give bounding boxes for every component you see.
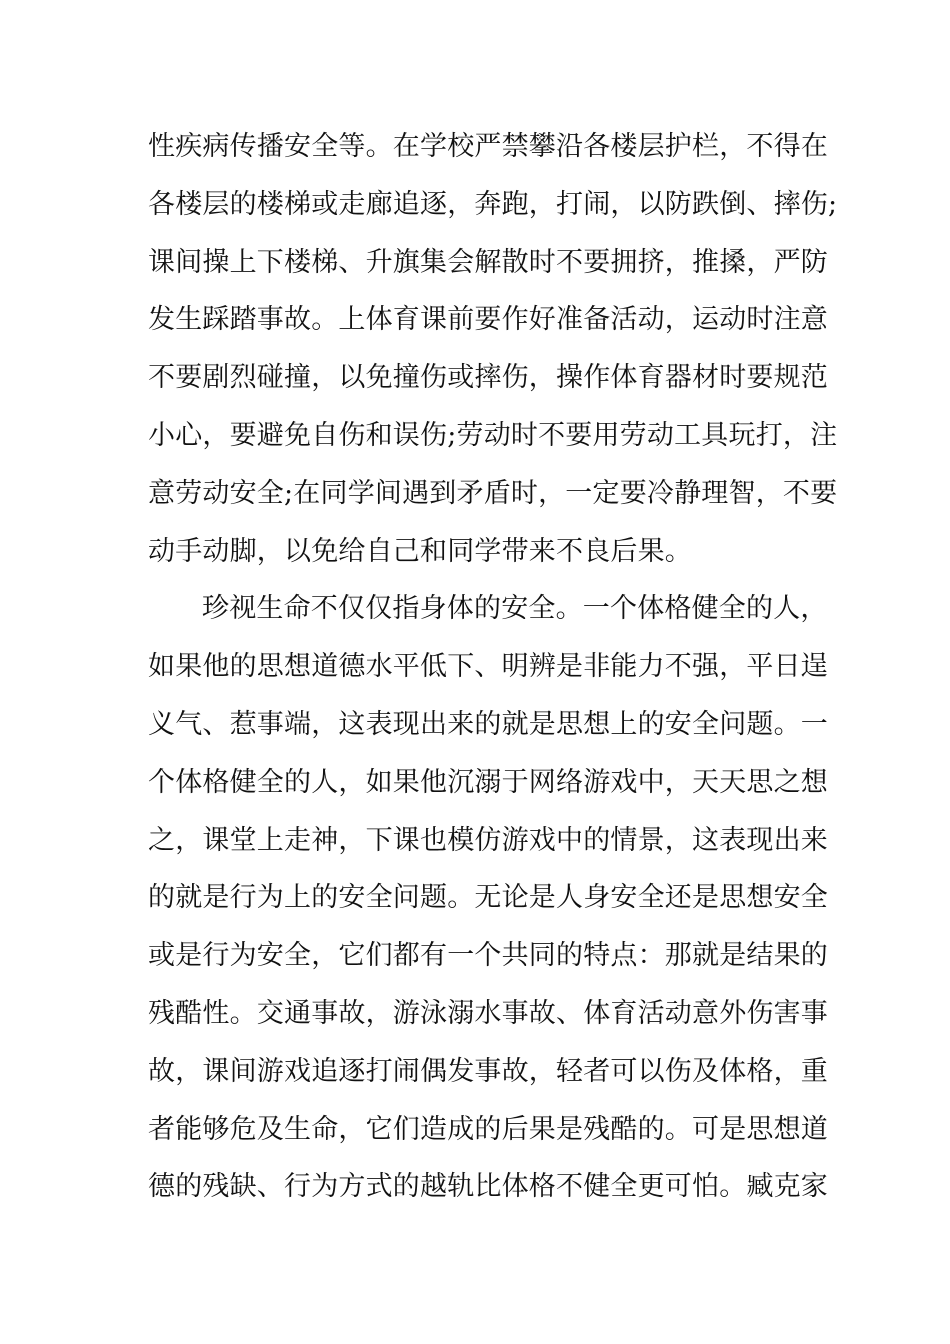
paragraph-line: 者能够危及生命，它们造成的后果是残酷的。可是思想道 [148, 1113, 828, 1145]
paragraph-line: 德的残缺、行为方式的越轨比体格不健全更可怕。臧克家 [148, 1171, 828, 1203]
paragraph-line: 或是行为安全，它们都有一个共同的特点：那就是结果的 [148, 940, 828, 972]
paragraph-line: 各楼层的楼梯或走廊追逐，奔跑，打闹，以防跌倒、摔伤; [148, 188, 838, 220]
paragraph-line: 性疾病传播安全等。在学校严禁攀沿各楼层护栏，不得在 [148, 131, 828, 162]
paragraph-line: 之，课堂上走神，下课也模仿游戏中的情景，这表现出来 [148, 824, 828, 856]
paragraph-1 [148, 118, 838, 580]
paragraph-line: 如果他的思想道德水平低下、明辨是非能力不强，平日逞 [148, 651, 828, 683]
paragraph-line: 个体格健全的人，如果他沉溺于网络游戏中，天天思之想 [148, 766, 828, 798]
paragraph-line: 动手动脚，以免给自己和同学带来不良后果。 [148, 535, 692, 567]
paragraph-line: 义气、惹事端，这表现出来的就是思想上的安全问题。一 [148, 708, 828, 740]
paragraph-line: 珍视生命不仅仅指身体的安全。一个体格健全的人， [202, 593, 828, 625]
body-text [148, 118, 838, 1216]
paragraph-line: 残酷性。交通事故，游泳溺水事故、体育活动意外伤害事 [148, 997, 828, 1029]
paragraph-line: 小心，要避免自伤和误伤;劳动时不要用劳动工具玩打，注 [148, 419, 838, 451]
paragraph-line: 的就是行为上的安全问题。无论是人身安全还是思想安全 [148, 882, 828, 914]
paragraph-line: 意劳动安全;在同学间遇到矛盾时，一定要冷静理智，不要 [148, 477, 838, 509]
paragraph-line: 故，课间游戏追逐打闹偶发事故，轻者可以伤及体格，重 [148, 1055, 828, 1087]
paragraph-line: 课间操上下楼梯、升旗集会解散时不要拥挤，推搡，严防 [148, 246, 828, 278]
paragraph-line: 不要剧烈碰撞，以免撞伤或摔伤，操作体育器材时要规范 [148, 362, 828, 394]
paragraph-2 [148, 580, 828, 1216]
paragraph-line: 发生踩踏事故。上体育课前要作好准备活动，运动时注意 [148, 304, 828, 336]
